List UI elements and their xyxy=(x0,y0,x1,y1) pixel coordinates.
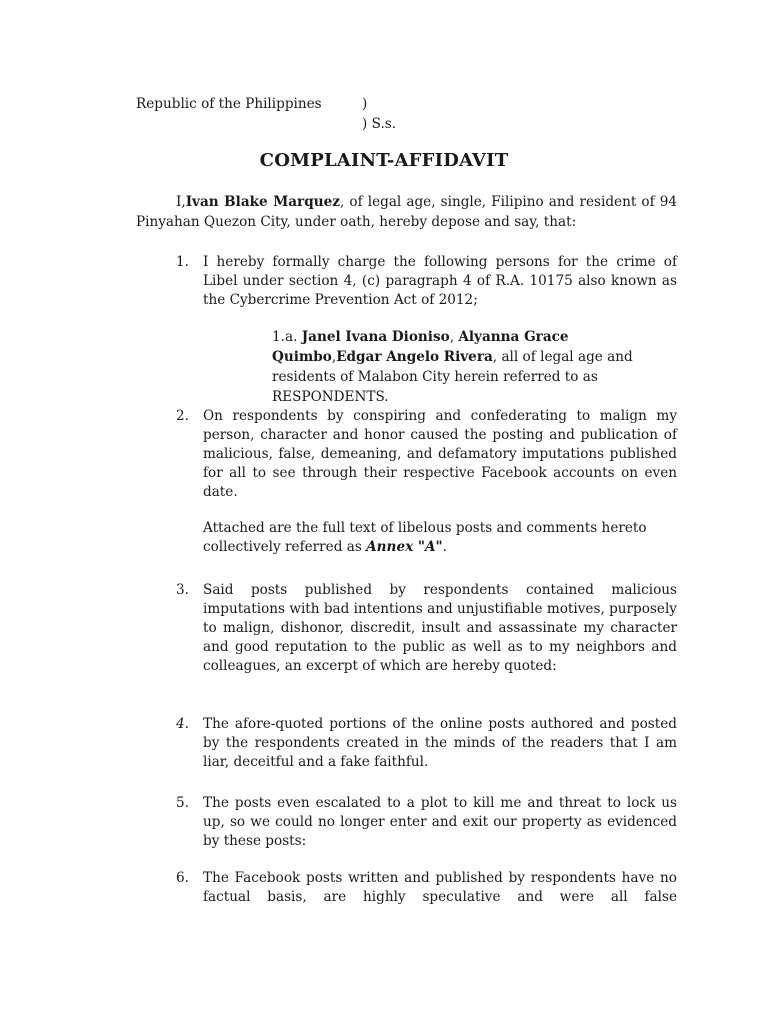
respondents-text xyxy=(208,327,678,407)
document-title: COMPLAINT-AFFIDAVIT xyxy=(259,150,509,171)
venue-line-2 xyxy=(136,114,397,134)
intro-paragraph xyxy=(136,192,677,232)
list-item xyxy=(176,794,677,851)
list-item xyxy=(176,715,677,772)
item-text: The posts even escalated to a plot to kill me and threat to lock us up, so we could no longer enter and exit our property as evidenced by these posts: xyxy=(203,795,677,849)
item-text: Said posts published by respondents contained malicious imputations with bad intentions and unjustifiable motives, purposely to malign, dishonor, discredit, insult and assassinate my character and good reputation to the public as well as to my neighbors and colleagues, an excerpt of which are hereby quoted: xyxy=(203,582,677,674)
venue-block xyxy=(136,94,397,134)
respondent-separator: , xyxy=(331,349,337,365)
list-item xyxy=(176,407,677,502)
item-text: The afore-quoted portions of the online posts authored and posted by the respondents created in the minds of the readers that I am liar, deceitful and a fake faithful. xyxy=(203,716,677,770)
list-item xyxy=(176,581,677,676)
item-number: 2. xyxy=(176,408,189,424)
item-text: On respondents by conspiring and confederating to malign my person, character and honor caused the posting and publication of malicious, false, demeaning, and defamatory imputations published for all to see through their respective Facebook accounts on even date. xyxy=(203,408,677,500)
respondent-separator: , xyxy=(449,329,455,345)
venue-ss: ) S.s. xyxy=(362,116,397,132)
item-text: The Facebook posts written and published by respondents have no factual basis, are highly speculative and were all false xyxy=(203,870,677,905)
respondents-rest: , all of legal age and residents of Malabon City herein referred to as RESPONDENTS. xyxy=(272,349,633,405)
respondent-name: Edgar Angelo Rivera xyxy=(336,349,493,365)
annex-paragraph xyxy=(203,519,677,557)
list-item xyxy=(176,869,677,907)
venue-line-1 xyxy=(136,94,368,114)
venue-country: Republic of the Philippines xyxy=(136,96,322,112)
intro-rest: , of legal age, single, Filipino and resident of 94 Pinyahan Quezon City, under oath, hereby depose and say, that: xyxy=(136,194,677,230)
annex-text: Attached are the full text of libelous posts and comments hereto collectively referred as xyxy=(203,520,647,555)
annex-label: Annex "A" xyxy=(366,539,443,555)
affiant-name: Ivan Blake Marquez xyxy=(185,194,340,210)
annex-end: . xyxy=(442,539,447,555)
item-number: 3. xyxy=(176,582,189,598)
item-number: 5. xyxy=(176,795,189,811)
item-text: I hereby formally charge the following persons for the crime of Libel under section 4, (c) paragraph 4 of R.A. 10175 also known as the Cybercrime Prevention Act of 2012; xyxy=(203,254,677,308)
respondents-label: 1.a. xyxy=(272,329,298,345)
respondents-block xyxy=(208,327,678,407)
item-number: 4. xyxy=(176,716,189,732)
item-number: 6. xyxy=(176,870,189,886)
respondent-name: Janel Ivana Dioniso xyxy=(301,329,450,345)
respondent-name: Alyanna Grace Quimbo xyxy=(272,329,569,365)
list-item xyxy=(176,253,677,310)
venue-paren: ) xyxy=(362,96,368,112)
item-number: 1. xyxy=(176,254,189,270)
intro-prefix: I, xyxy=(176,194,186,210)
